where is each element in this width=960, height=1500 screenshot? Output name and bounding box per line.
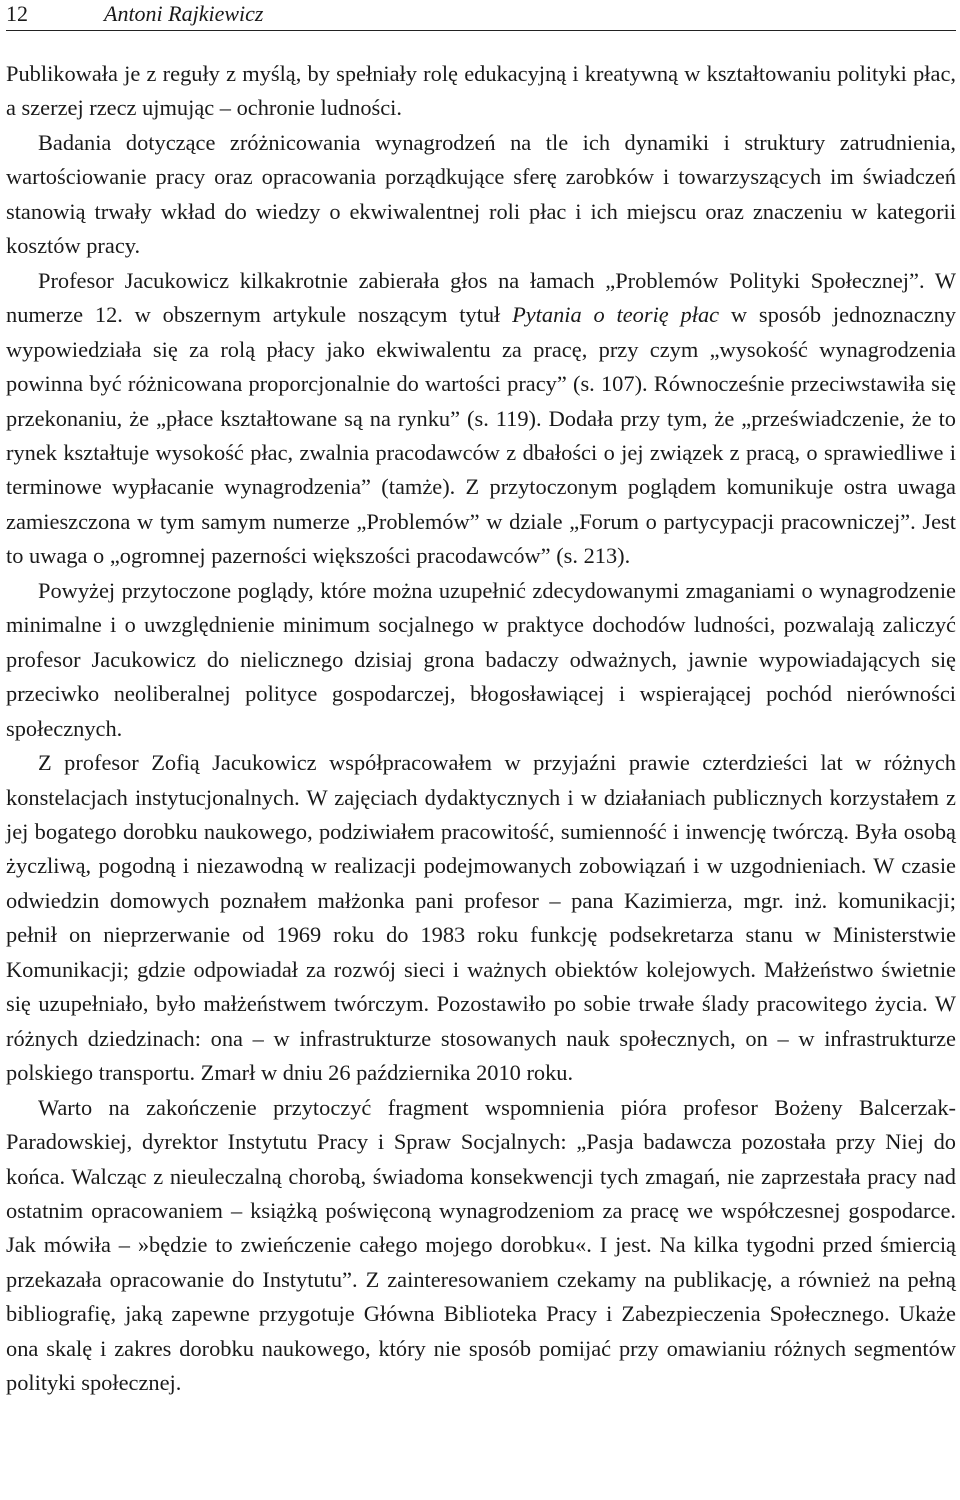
paragraph-3 bbox=[6, 264, 956, 574]
paragraph-text: w sposób jednoznaczny wypowiedziała się za rolą płacy jako ekwiwalentu za pracę, przy czym „wysokość wynagrodzenia powinna być różnicowana proporcjonalnie do wartości pracy” (s. 107). Równocześnie przeciwstawiła się przekonaniu, że „płace kształtowane są na rynku” (s. 119). Dodała przy tym, że „przeświadczenie, że to rynek kształtuje wysokość płac, zwalnia pracodawców z dbałości o jej związek z pracą, o sprawiedliwe i terminowe wypłacanie wynagrodzenia” (tamże). Z przytoczonym poglądem komunikuje ostra uwaga zamieszczona w tym samym numerze „Problemów” w dziale „Forum o partycypacji pracowniczej”. Jest to uwaga o „ogromnej pazerności większości pracodawców” (s. 213). bbox=[6, 302, 956, 569]
header-rule bbox=[6, 30, 956, 31]
paragraph-6 bbox=[6, 1091, 956, 1401]
paragraph-4 bbox=[6, 574, 956, 746]
paragraph-text: Profesor Jacukowicz kilkakrotnie zabierała głos na łamach „Problemów Polityki Społecznej”. W numerze 12. w obszernym artykule noszącym tytuł bbox=[6, 267, 956, 328]
page-number: 12 bbox=[6, 1, 28, 26]
paragraph-2 bbox=[6, 126, 956, 264]
article-title-italic: Pytania o teorię płac bbox=[512, 302, 720, 328]
paragraph-text: Powyżej przytoczone poglądy, które można uzupełnić zdecydowanymi zmaganiami o wynagrodzenie minimalne i o uwzględnienie minimum socjalnego w praktyce dochodów ludności, pozwalają zaliczyć profesor Jacukowicz do nielicznego dzisiaj grona badaczy odważnych, jawnie wypowiadających się przeciwko neoliberalnej polityce gospodarczej, błogosławiącej i wspierającej pochód nierówności społecznych. bbox=[6, 577, 956, 741]
paragraph-text: Z profesor Zofią Jacukowicz współpracowałem w przyjaźni prawie czterdzieści lat w różnych konstelacjach instytucjonalnych. W zajęciach dydaktycznych i w działaniach publicznych korzystałem z jej bogatego dorobku naukowego, podziwiałem pracowitość, sumienność i inwencję twórczą. Była osobą życzliwą, pogodną i niezawodną w realizacji podejmowanych zobowiązań i w uzgodnieniach. W czasie odwiedzin domowych poznałem małżonka pani profesor – pana Kazimierza, mgr. inż. komunikacji; pełnił on nieprzerwanie od 1969 roku do 1983 roku funkcję podsekretarza stanu w Ministerstwie Komunikacji; gdzie odpowiadał za rozwój sieci i ważnych obiektów kolejowych. Małżeństwo świetnie się uzupełniało, było małżeństwem twórczym. Pozostawiło po sobie trwałe ślady pracowitego życia. W różnych dziedzinach: ona – w infrastrukturze stosowanych nauk społecznych, on – w infrastrukturze polskiego transportu. Zmarł w dniu 26 października 2010 roku. bbox=[6, 750, 956, 1086]
body-text bbox=[6, 57, 956, 1401]
paragraph-5 bbox=[6, 746, 956, 1091]
paragraph-text: Publikowała je z reguły z myślą, by spełniały rolę edukacyjną i kreatywną w kształtowaniu polityki płac, a szerzej rzecz ujmując – ochronie ludności. bbox=[6, 61, 956, 121]
paragraph-text: Warto na zakończenie przytoczyć fragment wspomnienia pióra profesor Bożeny Balcerzak-Paradowskiej, dyrektor Instytutu Pracy i Spraw Socjalnych: „Pasja badawcza pozostała przy Niej do końca. Walcząc z nieuleczalną chorobą, świadoma konsekwencji tych zmagań, nie zaprzestała pracy nad ostatnim opracowaniem – książką poświęconą wynagrodzeniom za pracę we współczesnej gospodarce. Jak mówiła – »będzie to zwieńczenie całego mojego dorobku«. I jest. Na kilka tygodni przed śmiercią przekazała opracowanie do Instytutu”. Z zainteresowaniem czekamy na publikację, a również na pełną bibliografię, jaką zapewne przygotuje Główna Biblioteka Pracy i Zabezpieczenia Społecznego. Ukaże ona skalę i zakres dorobku naukowego, który nie sposób pomijać przy omawianiu różnych segmentów polityki społecznej. bbox=[6, 1094, 956, 1396]
paragraph-1 bbox=[6, 57, 956, 126]
page-header bbox=[6, 0, 956, 28]
paragraph-text: Badania dotyczące zróżnicowania wynagrodzeń na tle ich dynamiki i struktury zatrudnienia, wartościowanie pracy oraz opracowania porządkujące sferę zarobków i towarzyszących im świadczeń stanowią trwały wkład do wiedzy o ekwiwalentnej roli płac i ich miejscu oraz znaczeniu w kategorii kosztów pracy. bbox=[6, 129, 956, 259]
running-title: Antoni Rajkiewicz bbox=[104, 1, 264, 26]
